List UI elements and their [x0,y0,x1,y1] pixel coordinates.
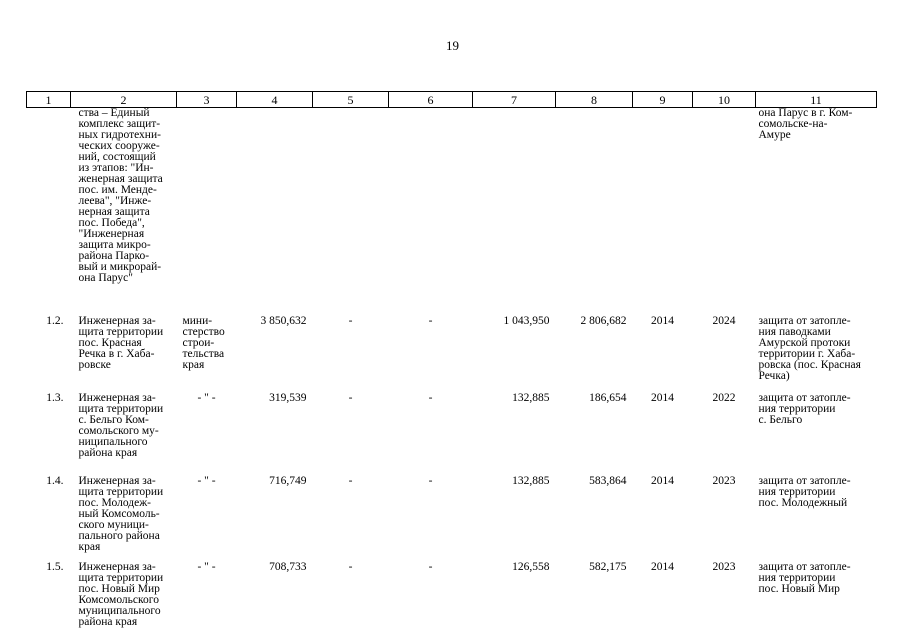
row-col6: - [428,560,433,573]
row-executor: - " - [197,391,216,404]
row-result: защита от затопле- ния территории с. Бельго [758,391,851,426]
row-name: Инженерная за- щита территории с. Бельго Ком- сомольского му- ниципального района края [78,391,164,459]
row-col5: - [348,474,353,487]
row-start-year: 2014 [651,391,674,404]
row-start-year: 2014 [651,474,674,487]
header-col-4: 4 [237,92,313,108]
row-total: 319,539 [269,391,307,404]
row-start-year: 2014 [651,314,674,327]
row-name: Инженерная за- щита территории пос. Новый Мир Комсомольского муниципального района края [78,560,164,628]
row-number: 1.3. [46,391,64,404]
row-number: 1.5. [46,560,64,573]
header-col-2: 2 [71,92,177,108]
row-total: 716,749 [269,474,307,487]
row-end-year: 2024 [712,314,736,327]
row-number: 1.2. [46,314,64,327]
row-executor: - " - [197,560,216,573]
page-number: 19 [446,38,459,53]
row-result: защита от затопле- ния территории пос. Новый Мир [758,560,851,595]
row-total: 708,733 [269,560,307,573]
row-col5: - [348,391,353,404]
row-result: защита от затопле- ния территории пос. Молодежный [758,474,851,509]
row-end-year: 2023 [712,474,736,487]
row-col8: 186,654 [589,391,627,404]
row-col8: 583,864 [589,474,627,487]
row-executor: мини- стерство строи- тельства края [182,314,225,371]
continuation-name: ства – Единый комплекс защит- ных гидротехни- ческих сооруже- ний, состоящий из этапов: "Ин- женерная защита пос. им. Менде- леева", "Инже- нерная защита пос. Победа", "Инженерная защита микро- района Парко- вый и микрорай- она Парус" [78,107,163,284]
header-col-3: 3 [177,92,237,108]
header-col-10: 10 [693,92,756,108]
row-col6: - [428,314,433,327]
row-name: Инженерная за- щита территории пос. Молодеж- ный Комсомоль- ского муници- пального района края [78,474,164,553]
row-col7: 132,885 [512,391,550,404]
row-total: 3 850,632 [260,314,307,327]
table-row-continuation [27,108,877,313]
table-header-row [27,92,877,108]
row-result: защита от затопле- ния паводками Амурской протоки территории г. Хаба- ровска (пос. Красная Речка) [758,314,861,382]
row-start-year: 2014 [651,560,674,573]
row-col6: - [428,474,433,487]
header-col-6: 6 [389,92,473,108]
header-col-8: 8 [556,92,633,108]
table-row [27,473,877,559]
program-table [26,91,877,629]
row-col8: 2 806,682 [580,314,627,327]
row-executor: - " - [197,474,216,487]
row-end-year: 2023 [712,560,736,573]
row-col8: 582,175 [589,560,627,573]
header-col-11: 11 [756,92,877,108]
header-col-9: 9 [633,92,693,108]
row-name: Инженерная за- щита территории пос. Красная Речка в г. Хаба- ровске [78,314,164,371]
row-col7: 132,885 [512,474,550,487]
row-col5: - [348,560,353,573]
row-number: 1.4. [46,474,64,487]
header-col-5: 5 [313,92,389,108]
row-col5: - [348,314,353,327]
continuation-result: она Парус в г. Ком- сомольске-на- Амуре [758,107,853,141]
header-col-7: 7 [473,92,556,108]
row-end-year: 2022 [712,391,736,404]
row-col7: 1 043,950 [503,314,550,327]
row-col6: - [428,391,433,404]
table-row [27,559,877,629]
table-row [27,390,877,473]
header-col-1: 1 [27,92,71,108]
table-row [27,313,877,390]
row-col7: 126,558 [512,560,550,573]
